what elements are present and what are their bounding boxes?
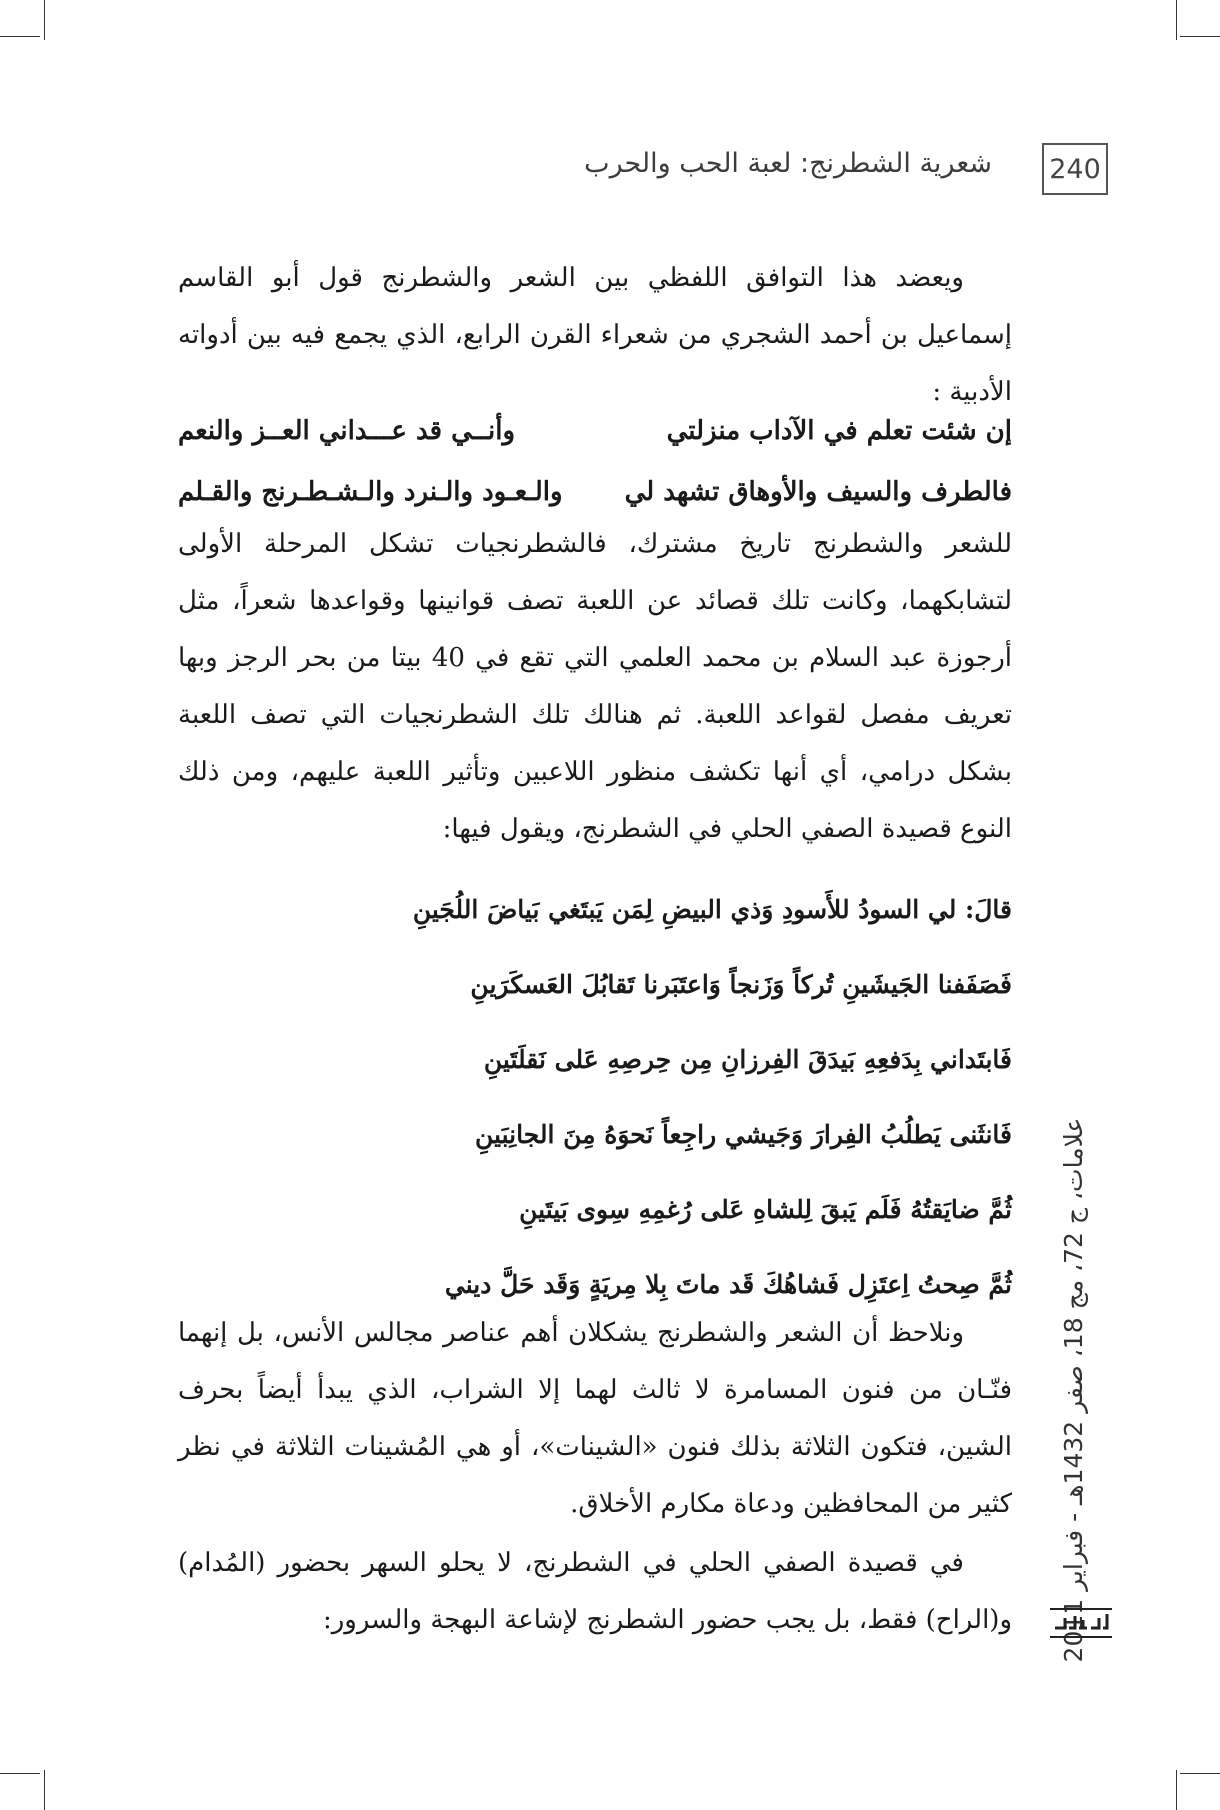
paragraph-4: في قصيدة الصفي الحلي في الشطرنج، لا يحلو السهر بحضور (المُدام) و(الراح) فقط، بل يجب حضور الشطرنج لإشاعة البهجة والسرور:: [178, 1548, 1012, 1635]
crop-mark: [1180, 36, 1220, 37]
paragraph-1-block: [178, 250, 1012, 421]
paragraph-2: للشعر والشطرنج تاريخ مشترك، فالشطرنجيات تشكل المرحلة الأولى لتشابكهما، وكانت تلك قصائد عن اللعبة تصف قوانينها وقواعدها شعراً، مثل أرجوزة عبد السلام بن محمد العلمي التي تقع في 40 بيتا من بحر الرجز وبها تعريف مفصل لقواعد اللعبة. ثم هنالك تلك الشطرنجيات التي تصف اللعبة بشكل درامي، أي أنها تكشف منظور اللاعبين وتأثير اللعبة عليهم، ومن ذلك النوع قصيدة الصفي الحلي في الشطرنج، ويقول فيها:: [178, 529, 1012, 844]
verse-2: [178, 466, 1012, 518]
journal-issue-caption: علامات، ج 72، مج 18، صفر 1432هـ - فبراير 2011: [1059, 1117, 1088, 1663]
verse-1-hemistich-2: وأنــي قد عـــداني العــز والنعم: [178, 416, 516, 446]
crop-mark: [44, 0, 45, 40]
verse-2-hemistich-2: والـعـود والـنرد والـشـطـرنج والقـلم: [178, 477, 563, 507]
journal-logo: [1050, 1608, 1112, 1638]
crop-mark: [0, 1773, 40, 1774]
poem-line: ثُمَّ ضايَقتُهُ فَلَم يَبقَ لِلشاهِ عَلى رُغمِهِ سِوى بَيتَينِ: [519, 1195, 1012, 1224]
paragraph-3: ونلاحظ أن الشعر والشطرنج يشكلان أهم عناصر مجالس الأنس، بل إنهما فنّـان من فنون المسامرة لا ثالث لهما إلا الشراب، الذي يبدأ أيضاً بحرف الشين، فتكون الثلاثة بذلك فنون «الشينات»، أو هي المُشينات الثلاثة في نظر كثير من المحافظين ودعاة مكارم الأخلاق.: [178, 1318, 1012, 1519]
poem-line: فَابتَداني بِدَفعِهِ بَيدَقَ الفِرزانِ مِن حِرصِهِ عَلى نَقلَتَينِ: [483, 1045, 1012, 1074]
running-title: شعرية الشطرنج: لعبة الحب والحرب: [584, 148, 992, 179]
crop-mark: [1176, 1770, 1177, 1810]
poem-line: ثُمَّ صِحتُ اِعتَزِل فَشاهُكَ قَد ماتَ بِلا مِريَةٍ وَقَد حَلَّ ديني: [444, 1270, 1012, 1299]
paragraph-4-block: [178, 1535, 1012, 1649]
paragraph-1: ويعضد هذا التوافق اللفظي بين الشعر والشطرنج قول أبو القاسم إسماعيل بن أحمد الشجري من شعراء القرن الرابع، الذي يجمع فيه بين أدواته الأدبية :: [178, 263, 1012, 407]
poem-line: قالَ: لي السودُ للأَسودِ وَذي البيضِ لِمَن يَبتَغي بَياضَ اللُجَينِ: [412, 895, 1012, 924]
paragraph-2-block: [178, 516, 1012, 858]
poem-line: فَصَفَفنا الجَيشَينِ تُركاً وَزَنجاً وَاعتَبَرنا تَقابُلَ العَسكَرَينِ: [470, 970, 1012, 999]
verse-2-hemistich-1: فالطرف والسيف والأوهاق تشهد لي: [624, 477, 1012, 507]
page-number: 240: [1042, 143, 1108, 195]
crop-mark: [0, 36, 40, 37]
poem: [178, 880, 1012, 1330]
paragraph-3-block: [178, 1305, 1012, 1533]
crop-mark: [1180, 1773, 1220, 1774]
crop-mark: [44, 1770, 45, 1810]
crop-mark: [1176, 0, 1177, 40]
poem-line: فَانثَنى يَطلُبُ الفِرارَ وَجَيشي راجِعاً نَحوَهُ مِنَ الجانِبَينِ: [475, 1120, 1012, 1149]
verse-1: [178, 405, 1012, 457]
journal-logo-mark: [1053, 1612, 1109, 1634]
verse-1-hemistich-1: إن شئت تعلم في الآداب منزلتي: [666, 416, 1012, 446]
